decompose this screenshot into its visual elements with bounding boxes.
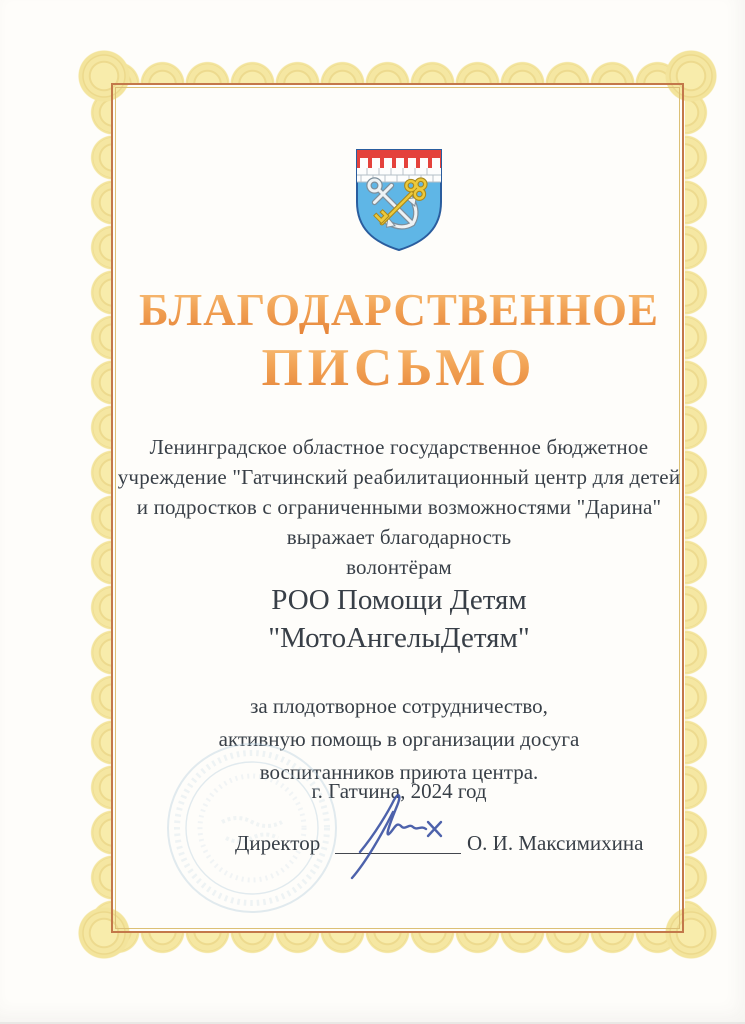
round-official-stamp-icon <box>162 738 342 918</box>
handwritten-ink-signature-icon <box>330 790 465 882</box>
issuer-paragraph <box>113 432 685 582</box>
border-scallops-right <box>685 90 710 925</box>
recipient-line2: "МотоАнгелыДетям" <box>268 622 530 654</box>
issuer-line: выражает благодарность <box>286 525 512 549</box>
signatory-role: Директор <box>235 831 321 855</box>
issuer-line: учреждение "Гатчинский реабилитационный центр для детей <box>117 465 681 489</box>
border-scallops-left <box>88 90 113 925</box>
certificate-content <box>113 0 685 1024</box>
signatory-name: О. И. Максимихина <box>467 831 644 855</box>
issuer-line: волонтёрам <box>346 555 452 579</box>
issuer-line: и подростков с ограниченными возможностями "Дарина" <box>136 495 662 519</box>
certificate-title-line1: БЛАГОДАРСТВЕННОЕ <box>113 286 685 334</box>
issuer-line: Ленинградское областное государственное бюджетное <box>149 435 649 459</box>
recipient-line1: РОО Помощи Детям <box>271 584 527 616</box>
reason-line: за плодотворное сотрудничество, <box>250 694 548 718</box>
recipient-name <box>113 581 685 657</box>
certificate-title-line2: ПИСЬМО <box>113 340 685 396</box>
reason-line: воспитанников приюта центра. <box>259 760 539 784</box>
place-date: г. Гатчина, 2024 год <box>311 779 487 803</box>
leningrad-oblast-coat-of-arms-icon <box>349 144 449 256</box>
reason-line: активную помощь в организации досуга <box>218 727 580 751</box>
